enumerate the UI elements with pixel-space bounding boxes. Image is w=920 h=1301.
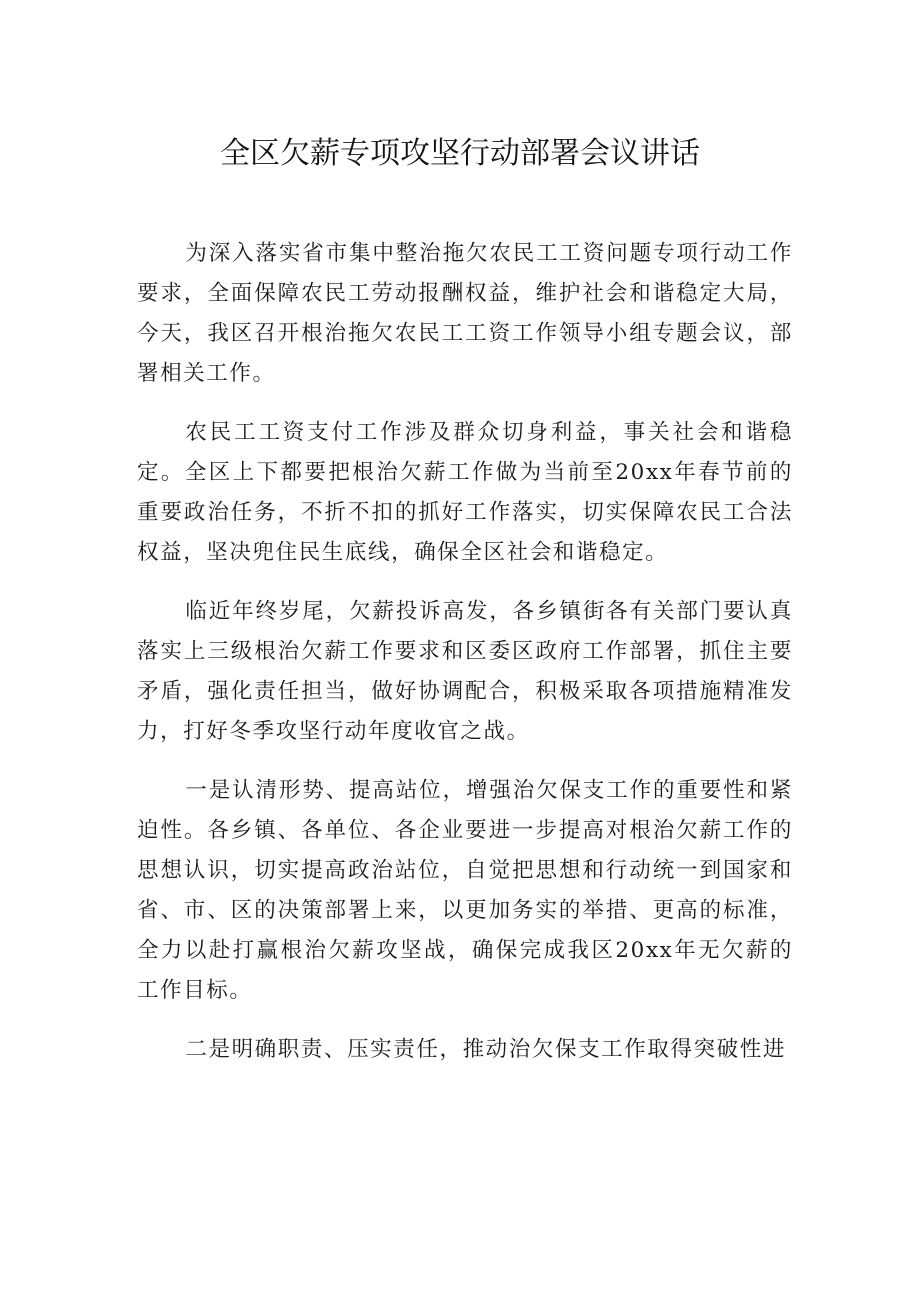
paragraph-4: 一是认清形势、提高站位，增强治欠保支工作的重要性和紧迫性。各乡镇、各单位、各企业要进一步提高对根治欠薪工作的思想认识，切实提高政治站位，自觉把思想和行动统一到国家和省、市、区的决策部署上来，以更加务实的举措、更高的标准，全力以赴打赢根治欠薪攻坚战，确保完成我区20xx年无欠薪的工作目标。 [137,778,793,1003]
paragraph-2: 农民工工资支付工作涉及群众切身利益，事关社会和谐稳定。全区上下都要把根治欠薪工作做为当前至20xx年春节前的重要政治任务，不折不扣的抓好工作落实，切实保障农民工合法权益，坚决兜住民生底线，确保全区社会和谐稳定。 [137,420,793,565]
paragraph-3: 临近年终岁尾，欠薪投诉高发，各乡镇街各有关部门要认真落实上三级根治欠薪工作要求和区委区政府工作部署，抓住主要矛盾，强化责任担当，做好协调配合，积极采取各项措施精准发力，打好冬季攻坚行动年度收官之战。 [137,599,793,744]
paragraph-1: 为深入落实省市集中整治拖欠农民工工资问题专项行动工作要求，全面保障农民工劳动报酬权益，维护社会和谐稳定大局，今天，我区召开根治拖欠农民工工资工作领导小组专题会议，部署相关工作。 [137,241,793,386]
document-title: 全区欠薪专项攻坚行动部署会议讲话 [220,136,700,171]
document-body [137,234,793,1089]
paragraph-5: 二是明确职责、压实责任，推动治欠保支工作取得突破性进 [185,1037,786,1062]
